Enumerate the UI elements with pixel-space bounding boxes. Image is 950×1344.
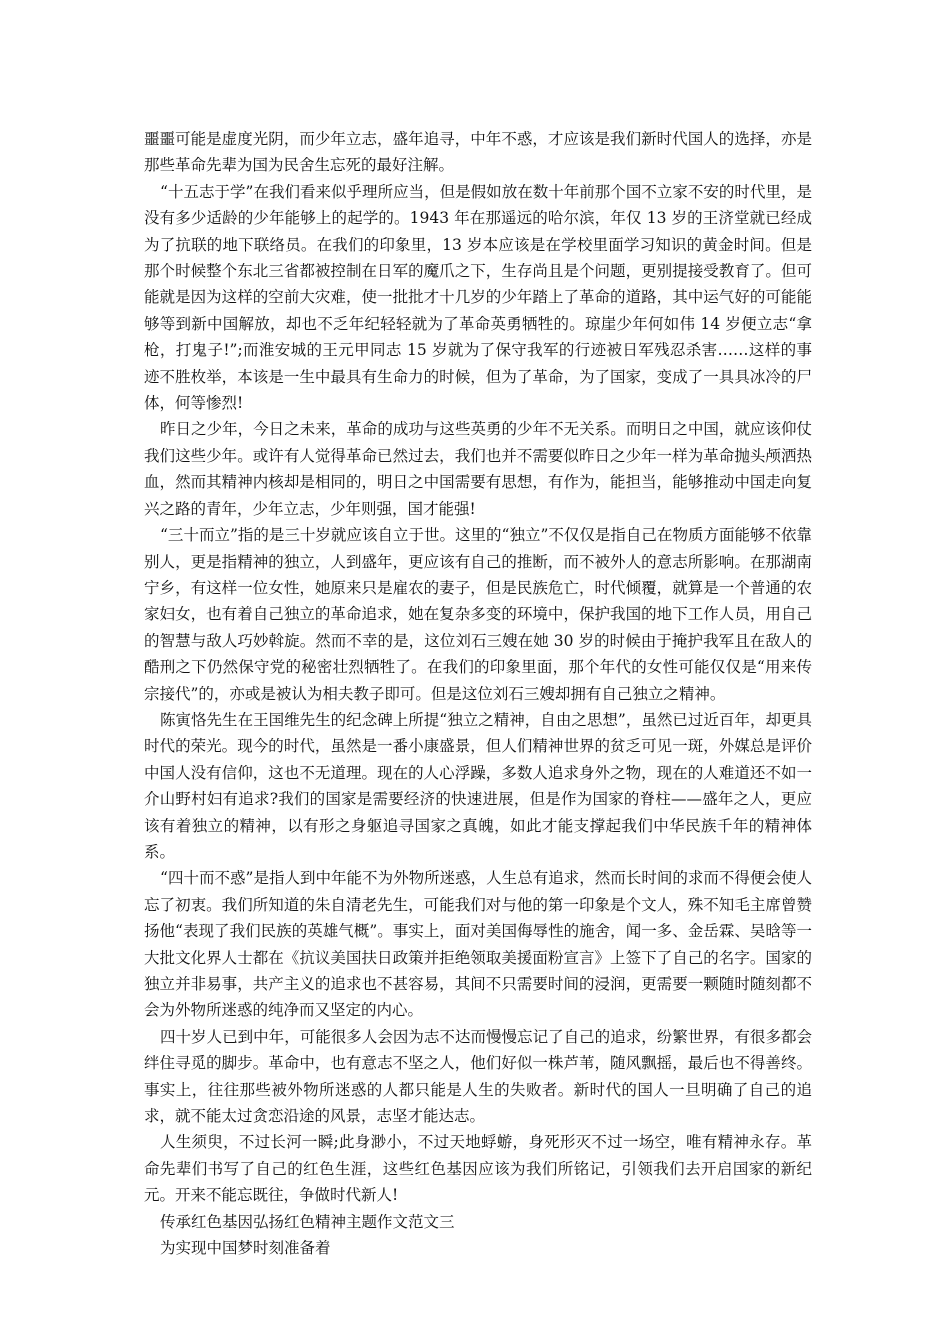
paragraph-middle-age: 四十岁人已到中年，可能很多人会因为志不达而慢慢忘记了自己的追求，纷繁世界，有很多都会绊住寻觅的脚步。革命中，也有意志不坚之人，他们好似一株芦苇，随风飘摇，最后也不得善终。事实上，往往那些被外物所迷惑的人都只能是人生的失败者。新时代的国人一旦明确了自己的追求，就不能太过贪恋沿途的风景，志坚才能达志。 (144, 1027, 812, 1126)
paragraph-youth: 昨日之少年，今日之未来，革命的成功与这些英勇的少年不无关系。而明日之中国，就应该仰仗我们这些少年。或许有人觉得革命已然过去，我们也并不需要似昨日之少年一样为革命抛头颅洒热血，然而其精神内核却是相同的，明日之中国需要有思想，有作为，能担当，能够推动中国走向复兴之路的青年，少年立志，少年则强，国才能强! (144, 420, 812, 518)
document-body (144, 126, 812, 1261)
section-title: 传承红色基因弘扬红色精神主题作文范文三 (160, 1212, 455, 1231)
paragraph-fifteen: “十五志于学”在我们看来似乎理所应当，但是假如放在数十年前那个国不立家不安的时代里，是没有多少适龄的少年能够上的起学的。1943 年在那遥远的哈尔滨，年仅 13 岁的王济堂就已经成为了抗联的地下联络员。在我们的印象里，13 岁本应该是在学校里面学习知识的黄金时间。但是那个时候整个东北三省都被控制在日军的魔爪之下，生存尚且是个问题，更别提接受教育了。但可能就是因为这样的空前大灾难，使一批批才十几岁的少年踏上了革命的道路，其中运气好的可能能够等到新中国解放，却也不乏年纪轻轻就为了革命英勇牺牲的。琼崖少年何如伟 14 岁便立志“拿枪，打鬼子!”;而淮安城的王元甲同志 15 岁就为了保守我军的行迹被日军残忍杀害……这样的事迹不胜枚举，本该是一生中最具有生命力的时候，但为了革命，为了国家，变成了一具具冰冷的尸体，何等惨烈! (144, 182, 812, 413)
paragraph-conclusion: 人生须臾，不过长河一瞬;此身渺小，不过天地蜉蝣，身死形灭不过一场空，唯有精神永存。革命先辈们书写了自己的红色生涯，这些红色基因应该为我们所铭记，引领我们去开启国家的新纪元。开来不能忘既往，争做时代新人! (144, 1133, 812, 1205)
paragraph-thirty: “三十而立”指的是三十岁就应该自立于世。这里的“独立”不仅仅是指自己在物质方面能够不依靠别人，更是指精神的独立，人到盛年，更应该有自己的推断，而不被外人的意志所影响。在那湖南宁乡，有这样一位女性，她原来只是雇农的妻子，但是民族危亡，时代倾覆，就算是一个普通的农家妇女，也有着自己独立的革命追求，她在复杂多变的环境中，保护我国的地下工作人员，用自己的智慧与敌人巧妙斡旋。然而不幸的是，这位刘石三嫂在她 30 岁的时候由于掩护我军且在敌人的酷刑之下仍然保守党的秘密壮烈牺牲了。在我们的印象里面，那个年代的女性可能仅仅是“用来传宗接代”的，亦或是被认为相夫教子即可。但是这位刘石三嫂却拥有自己独立之精神。 (144, 526, 812, 703)
essay-title: 为实现中国梦时刻准备着 (160, 1239, 331, 1258)
paragraph-forty: “四十而不惑”是指人到中年能不为外物所迷惑，人生总有追求，然而长时间的求而不得便会使人忘了初衷。我们所知道的朱自清老先生，可能我们对与他的第一印象是个文人，殊不知毛主席曾赞扬他“表现了我们民族的英雄气概”。事实上，面对美国侮辱性的施舍，闻一多、金岳霖、吴晗等一大批文化界人士都在《抗议美国扶日政策并拒绝领取美援面粉宣言》上签下了自己的名字。国家的独立并非易事，共产主义的追求也不甚容易，其间不只需要时间的浸润，更需要一颗随时随刻都不会为外物所迷惑的纯净而又坚定的内心。 (144, 869, 812, 1020)
paragraph-continuation: 噩噩可能是虚度光阴，而少年立志，盛年追寻，中年不惑，才应该是我们新时代国人的选择，亦是那些革命先辈为国为民舍生忘死的最好注解。 (144, 130, 812, 175)
paragraph-independence: 陈寅恪先生在王国维先生的纪念碑上所提“独立之精神，自由之思想”，虽然已过近百年，却更具时代的荣光。现今的时代，虽然是一番小康盛景，但人们精神世界的贫乏可见一斑，外媒总是评价中国人没有信仰，这也不无道理。现在的人心浮躁，多数人追求身外之物，现在的人难道还不如一介山野村妇有追求?我们的国家是需要经济的快速进展，但是作为国家的脊柱——盛年之人，更应该有着独立的精神，以有形之身躯追寻国家之真魄，如此才能支撑起我们中华民族千年的精神体系。 (144, 710, 812, 861)
